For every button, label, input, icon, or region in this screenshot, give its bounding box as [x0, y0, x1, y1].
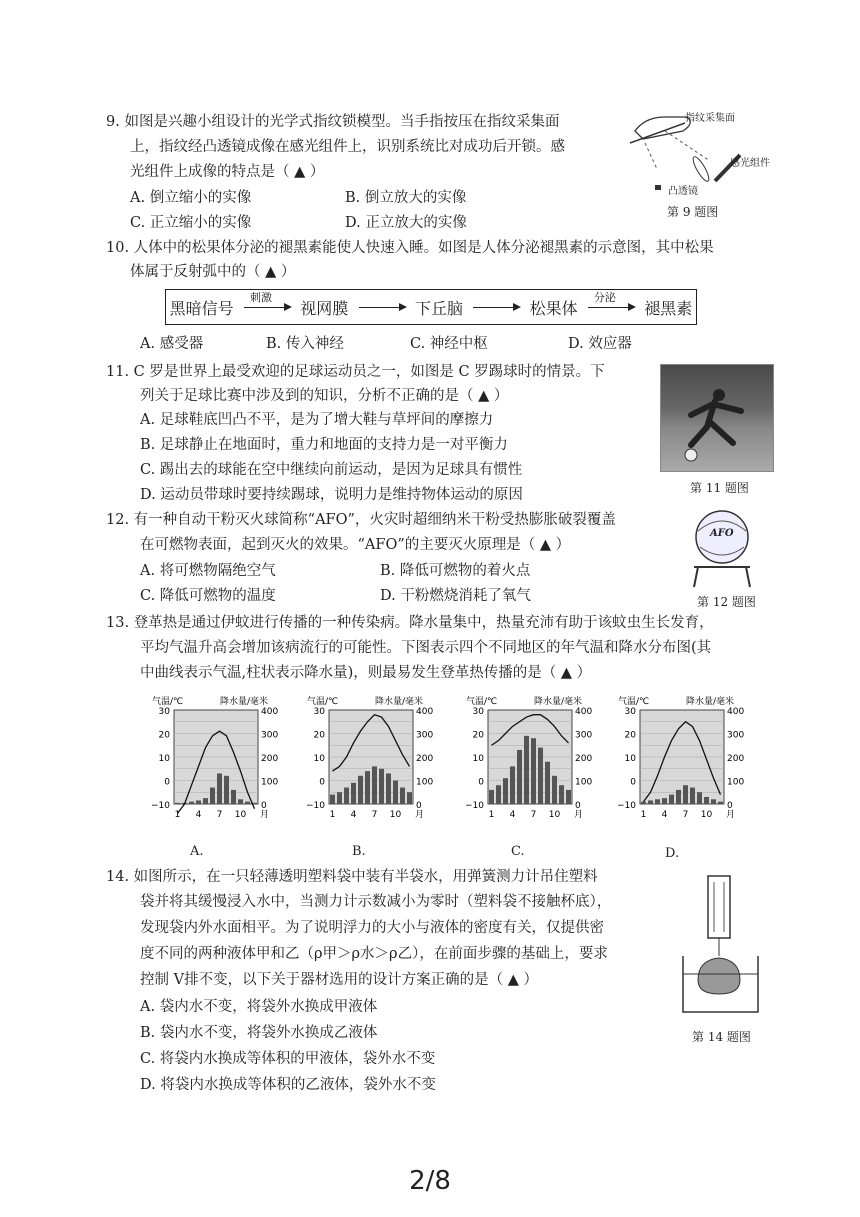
flow-node: 下丘脑	[414, 298, 463, 318]
y-right-tick: 200	[261, 754, 279, 764]
y-right-tick: 400	[575, 707, 593, 717]
q14-line: 发现袋内外水面相平。为了说明浮力的大小与液体的密度有关，仅提供密	[140, 920, 604, 936]
x-axis-label: 月	[260, 810, 270, 820]
climate-chart	[293, 690, 463, 830]
figure-caption: 第 14 题图	[692, 1030, 751, 1044]
precip-bar	[400, 788, 405, 804]
q10-option-d: D. 效应器	[568, 336, 632, 352]
y-left-label: 气温/℃	[307, 697, 339, 707]
precip-bar	[669, 795, 674, 804]
x-axis-label: 月	[415, 810, 425, 820]
y-left-label: 气温/℃	[466, 697, 498, 707]
y-left-tick: −10	[465, 801, 484, 811]
precip-bar	[718, 802, 723, 804]
precip-bar	[245, 802, 250, 804]
precip-bar	[683, 785, 688, 804]
q12-option-d: D. 干粉燃烧消耗了氧气	[380, 588, 531, 604]
q10-option-a: A. 感受器	[140, 336, 204, 352]
y-right-tick: 400	[261, 707, 279, 717]
fig9-label: 指纹采集面	[685, 113, 735, 124]
x-tick: 4	[509, 810, 516, 820]
fig9-label: 凸透镜	[668, 186, 698, 197]
precip-bar	[545, 762, 550, 804]
precip-bar	[489, 790, 494, 804]
afo-ball-figure	[684, 507, 764, 589]
y-left-tick: 0	[164, 777, 170, 788]
precip-bar	[690, 788, 695, 804]
x-tick: 4	[350, 810, 357, 820]
flow-arrow-label: 刺激	[249, 290, 272, 304]
y-right-label: 降水量/毫米	[375, 697, 424, 707]
precip-bar	[238, 799, 243, 804]
precip-bar	[358, 776, 363, 804]
q13-line: 中曲线表示气温,柱状表示降水量)，则最易发生登革热传播的是（ ▲ ）	[140, 665, 592, 681]
q9-option-d: D. 正立放大的实像	[345, 215, 467, 231]
y-left-tick: 20	[313, 730, 325, 741]
x-axis-label: 月	[726, 810, 736, 820]
x-tick: 10	[389, 810, 402, 820]
q14-option-b: B. 袋内水不变，将袋外水换成乙液体	[140, 1025, 378, 1041]
q9-line: 上，指纹经凸透镜成像在感光组件上，识别系统比对成功后开锁。感	[130, 139, 565, 155]
precip-bar	[566, 790, 571, 804]
x-tick: 7	[682, 810, 689, 820]
q11-option-a: A. 足球鞋底凹凸不平，是为了增大鞋与草坪间的摩擦力	[140, 412, 494, 428]
q14-line: 控制 V排不变，以下关于器材选用的设计方案正确的是（ ▲ ）	[140, 972, 538, 988]
y-right-tick: 400	[727, 707, 745, 717]
y-left-tick: 30	[624, 707, 636, 717]
q12-option-c: C. 降低可燃物的温度	[140, 588, 276, 604]
precip-bar	[524, 736, 529, 804]
precip-bar	[531, 738, 536, 804]
chart-letter: B.	[352, 844, 366, 859]
fig9-label: 感光组件	[730, 158, 770, 169]
precip-bar	[503, 778, 508, 804]
precip-bar	[641, 802, 646, 804]
y-right-label: 降水量/毫米	[534, 697, 583, 707]
y-right-tick: 0	[261, 801, 267, 811]
q11-option-b: B. 足球静止在地面时，重力和地面的支持力是一对平衡力	[140, 437, 508, 453]
q9-option-a: A. 倒立缩小的实像	[130, 190, 252, 206]
precip-bar	[496, 785, 501, 804]
precip-bar	[510, 766, 515, 804]
y-left-tick: 30	[158, 707, 170, 717]
flow-node: 黑暗信号	[169, 298, 234, 318]
x-tick: 1	[329, 810, 336, 820]
q14-option-c: C. 将袋内水换成等体积的甲液体，袋外水不变	[140, 1051, 436, 1067]
flow-node: 视网膜	[300, 298, 349, 318]
precip-bar	[393, 781, 398, 805]
precip-bar	[210, 788, 215, 804]
q9-line: 9. 如图是兴趣小组设计的光学式指纹锁模型。当手指按压在指纹采集面	[106, 114, 560, 130]
y-left-tick: 30	[472, 707, 484, 717]
figure-caption: 第 11 题图	[690, 481, 749, 495]
q11-option-d: D. 运动员带球时要持续踢球，说明力是维持物体运动的原因	[140, 487, 523, 503]
climate-chart	[452, 690, 622, 830]
y-left-tick: 10	[158, 754, 170, 764]
q9-option-b: B. 倒立放大的实像	[345, 190, 467, 206]
spring-scale-figure	[678, 872, 768, 1022]
q13-line: 平均气温升高会增加该病流行的可能性。下图表示四个不同地区的年气温和降水分布图(其	[140, 640, 712, 656]
x-tick: 4	[661, 810, 668, 820]
precip-bar	[379, 769, 384, 804]
precip-bar	[372, 766, 377, 804]
q14-line: 14. 如图所示，在一只轻薄透明塑料袋中装有半袋水，用弹簧测力计吊住塑料	[106, 869, 598, 885]
y-right-tick: 100	[416, 777, 434, 788]
chart-letter: C.	[511, 844, 525, 859]
q12-line: 12. 有一种自动干粉灭火球简称“AFO”，火灾时超细纳米干粉受热膨胀破裂覆盖	[106, 512, 616, 528]
x-tick: 10	[234, 810, 247, 820]
precip-bar	[676, 790, 681, 804]
precip-bar	[538, 748, 543, 804]
precip-bar	[552, 776, 557, 804]
q12-line: 在可燃物表面，起到灭火的效果。“AFO”的主要灭火原理是（ ▲ ）	[140, 537, 571, 553]
precip-bar	[662, 798, 667, 804]
y-right-label: 降水量/毫米	[686, 697, 735, 707]
x-tick: 10	[548, 810, 561, 820]
q11-line: 列关于足球比赛中涉及到的知识，分析不正确的是（ ▲ ）	[140, 388, 509, 404]
q11-option-c: C. 踢出去的球能在空中继续向前运动，是因为足球具有惯性	[140, 462, 523, 478]
x-tick: 7	[216, 810, 223, 820]
y-right-label: 降水量/毫米	[220, 697, 269, 707]
chart-letter: A.	[190, 844, 204, 859]
precip-bar	[704, 797, 709, 804]
precip-bar	[344, 788, 349, 804]
q10-option-b: B. 传入神经	[266, 336, 344, 352]
precip-bar	[330, 795, 335, 804]
q12-option-a: A. 将可燃物隔绝空气	[140, 563, 276, 579]
y-right-tick: 300	[261, 730, 279, 741]
y-left-tick: 20	[624, 730, 636, 741]
y-right-tick: 0	[575, 801, 581, 811]
precip-bar	[365, 771, 370, 804]
y-right-tick: 300	[727, 730, 745, 741]
precip-bar	[203, 798, 208, 804]
q12-option-b: B. 降低可燃物的着火点	[380, 563, 531, 579]
precip-bar	[175, 803, 180, 804]
q10-line: 10. 人体中的松果体分泌的褪黑素能使人快速入睡。如图是人体分泌褪黑素的示意图，其中松果	[106, 240, 714, 256]
y-right-tick: 0	[727, 801, 733, 811]
q14-line: 度不同的两种液体甲和乙（ρ甲＞ρ水＞ρ乙），在前面步骤的基础上，要求	[140, 946, 608, 962]
y-left-tick: 20	[472, 730, 484, 741]
q14-line: 袋并将其缓慢浸入水中，当测力计示数减小为零时（塑料袋不接触杯底），	[140, 894, 612, 910]
flow-arrow	[244, 290, 290, 308]
y-left-tick: 10	[624, 754, 636, 764]
y-right-tick: 300	[575, 730, 593, 741]
flow-arrow	[588, 290, 634, 308]
q10-line: 体属于反射弧中的（ ▲ ）	[130, 264, 296, 280]
page-number: 2/8	[409, 1166, 451, 1196]
precip-bar	[189, 802, 194, 804]
q14-option-d: D. 将袋内水换成等体积的乙液体，袋外水不变	[140, 1077, 436, 1093]
precip-bar	[351, 783, 356, 804]
melatonin-flow-diagram	[165, 289, 697, 325]
flow-node: 松果体	[529, 298, 578, 318]
precip-bar	[386, 773, 391, 804]
x-tick: 1	[488, 810, 495, 820]
y-right-tick: 200	[416, 754, 434, 764]
flow-node: 褪黑素	[644, 298, 693, 318]
q10-option-c: C. 神经中枢	[410, 336, 488, 352]
soccer-player-photo	[660, 364, 774, 472]
x-tick: 4	[195, 810, 202, 820]
afo-logo-text: AFO	[710, 528, 734, 539]
y-right-tick: 100	[727, 777, 745, 788]
flow-arrow-label: 分泌	[593, 290, 616, 304]
y-left-tick: 10	[313, 754, 325, 764]
q13-line: 13. 登革热是通过伊蚊进行传播的一种传染病。降水量集中，热量充沛有助于该蚊虫生长发育，	[106, 615, 714, 631]
x-axis-label: 月	[574, 810, 584, 820]
precip-bar	[337, 792, 342, 804]
y-left-tick: 0	[478, 777, 484, 788]
precip-bar	[559, 785, 564, 804]
q9-line: 光组件上成像的特点是（ ▲ ）	[130, 164, 325, 180]
x-tick: 7	[371, 810, 378, 820]
precip-bar	[196, 800, 201, 804]
q14-option-a: A. 袋内水不变，将袋外水换成甲液体	[140, 999, 378, 1015]
y-left-tick: 30	[313, 707, 325, 717]
climate-chart	[604, 690, 774, 830]
x-tick: 7	[530, 810, 537, 820]
q9-option-c: C. 正立缩小的实像	[130, 215, 252, 231]
figure-caption: 第 12 题图	[697, 595, 756, 609]
x-tick: 1	[640, 810, 647, 820]
y-left-tick: 10	[472, 754, 484, 764]
y-left-tick: 0	[319, 777, 325, 788]
figure-caption: 第 9 题图	[667, 205, 719, 219]
x-tick: 10	[700, 810, 713, 820]
precip-bar	[655, 799, 660, 804]
precip-bar	[407, 792, 412, 804]
precip-bar	[217, 773, 222, 804]
y-right-tick: 0	[416, 801, 422, 811]
precip-bar	[517, 750, 522, 804]
x-tick: 1	[174, 810, 181, 820]
flow-arrow	[359, 307, 405, 308]
y-right-tick: 200	[727, 754, 745, 764]
y-left-label: 气温/℃	[152, 697, 184, 707]
flow-arrow	[473, 307, 519, 308]
precip-bar	[231, 790, 236, 804]
y-left-tick: 0	[630, 777, 636, 788]
y-right-tick: 100	[575, 777, 593, 788]
y-right-tick: 100	[261, 777, 279, 788]
chart-letter: D.	[665, 846, 680, 861]
precip-bar	[224, 776, 229, 804]
y-left-label: 气温/℃	[618, 697, 650, 707]
precip-bar	[697, 792, 702, 804]
q11-line: 11. C 罗是世界上最受欢迎的足球运动员之一，如图是 C 罗踢球时的情景。下	[106, 364, 605, 380]
y-right-tick: 400	[416, 707, 434, 717]
y-left-tick: −10	[151, 801, 170, 811]
climate-chart	[138, 690, 308, 830]
y-right-tick: 200	[575, 754, 593, 764]
y-left-tick: −10	[306, 801, 325, 811]
y-right-tick: 300	[416, 730, 434, 741]
precip-bar	[711, 799, 716, 804]
precip-bar	[648, 800, 653, 804]
y-left-tick: 20	[158, 730, 170, 741]
y-left-tick: −10	[617, 801, 636, 811]
